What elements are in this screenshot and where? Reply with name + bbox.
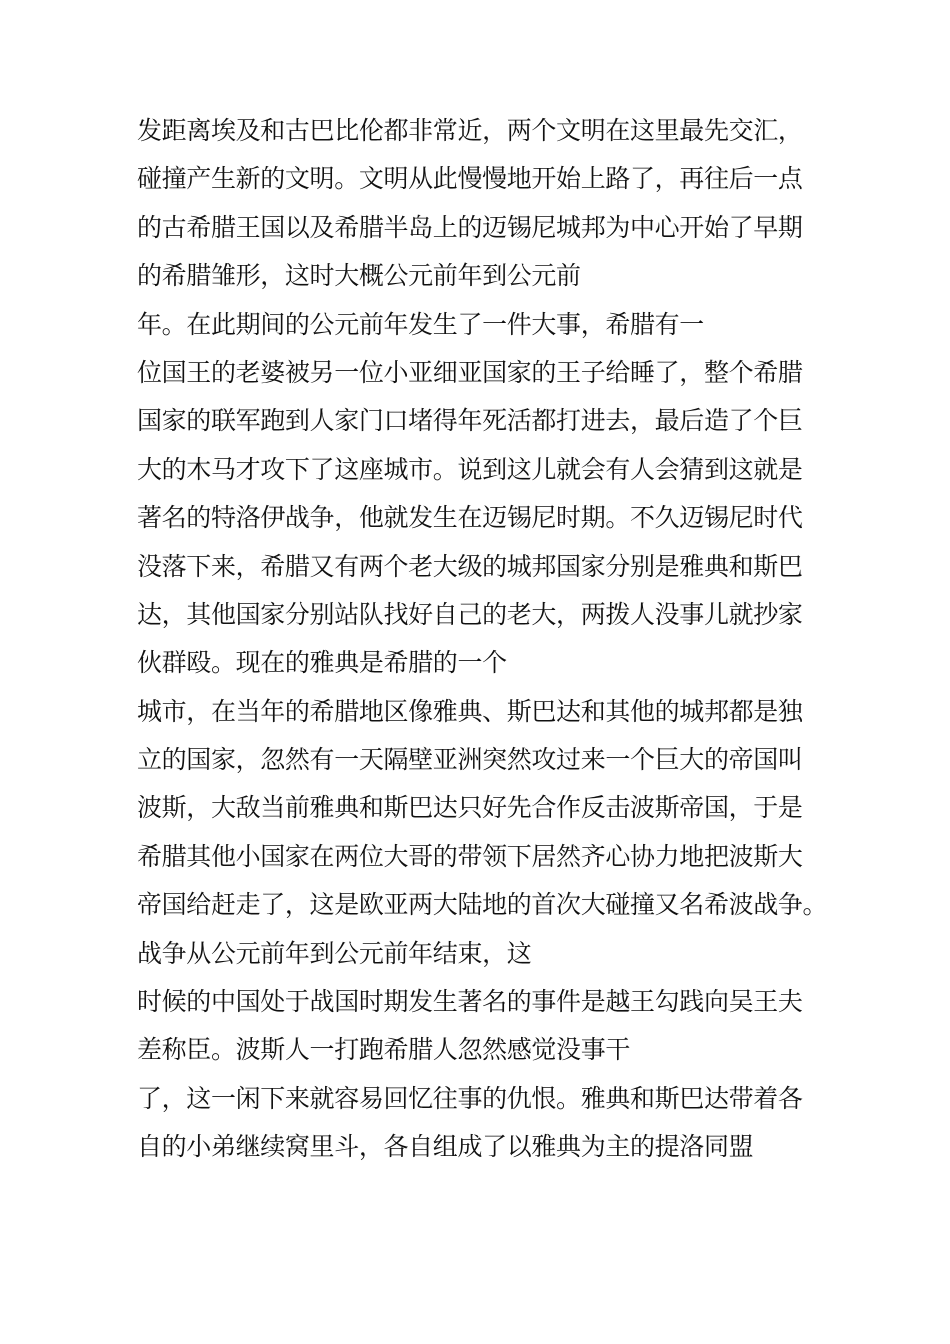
text-line: 了，这一闲下来就容易回忆往事的仇恨。雅典和斯巴达带着各 (137, 1083, 803, 1113)
text-line: 战争从公元前年到公元前年结束，这 (137, 938, 532, 968)
text-line: 位国王的老婆被另一位小亚细亚国家的王子给睡了，整个希腊 (137, 357, 803, 387)
text-line: 国家的联军跑到人家门口堵得年死活都打进去，最后造了个巨 (137, 406, 803, 436)
text-line: 差称臣。波斯人一打跑希腊人忽然感觉没事干 (137, 1035, 631, 1065)
text-line: 帝国给赶走了，这是欧亚两大陆地的首次大碰撞又名希波战争。 (137, 890, 828, 920)
text-line: 伙群殴。现在的雅典是希腊的一个 (137, 648, 507, 678)
text-line: 的希腊雏形，这时大概公元前年到公元前 (137, 261, 581, 291)
text-line: 时候的中国处于战国时期发生著名的事件是越王勾践向吴王夫 (137, 987, 803, 1017)
text-line: 年。在此期间的公元前年发生了一件大事，希腊有一 (137, 309, 704, 339)
text-line: 没落下来，希腊又有两个老大级的城邦国家分别是雅典和斯巴 (137, 551, 803, 581)
text-line: 自的小弟继续窝里斗，各自组成了以雅典为主的提洛同盟 (137, 1132, 754, 1162)
text-line: 达，其他国家分别站队找好自己的老大，两拨人没事儿就抄家 (137, 599, 803, 629)
body-text (137, 107, 837, 1172)
text-line: 大的木马才攻下了这座城市。说到这儿就会有人会猜到这就是 (137, 454, 803, 484)
text-line: 的古希腊王国以及希腊半岛上的迈锡尼城邦为中心开始了早期 (137, 212, 803, 242)
text-line: 城市，在当年的希腊地区像雅典、斯巴达和其他的城邦都是独 (137, 696, 803, 726)
text-line: 波斯，大敌当前雅典和斯巴达只好先合作反击波斯帝国，于是 (137, 793, 803, 823)
text-line: 发距离埃及和古巴比伦都非常近，两个文明在这里最先交汇， (137, 116, 803, 145)
text-line: 著名的特洛伊战争，他就发生在迈锡尼时期。不久迈锡尼时代 (137, 503, 803, 533)
text-line: 碰撞产生新的文明。文明从此慢慢地开始上路了，再往后一点 (137, 164, 803, 194)
text-line: 希腊其他小国家在两位大哥的带领下居然齐心协力地把波斯大 (137, 841, 803, 871)
text-line: 立的国家，忽然有一天隔壁亚洲突然攻过来一个巨大的帝国叫 (137, 745, 803, 775)
